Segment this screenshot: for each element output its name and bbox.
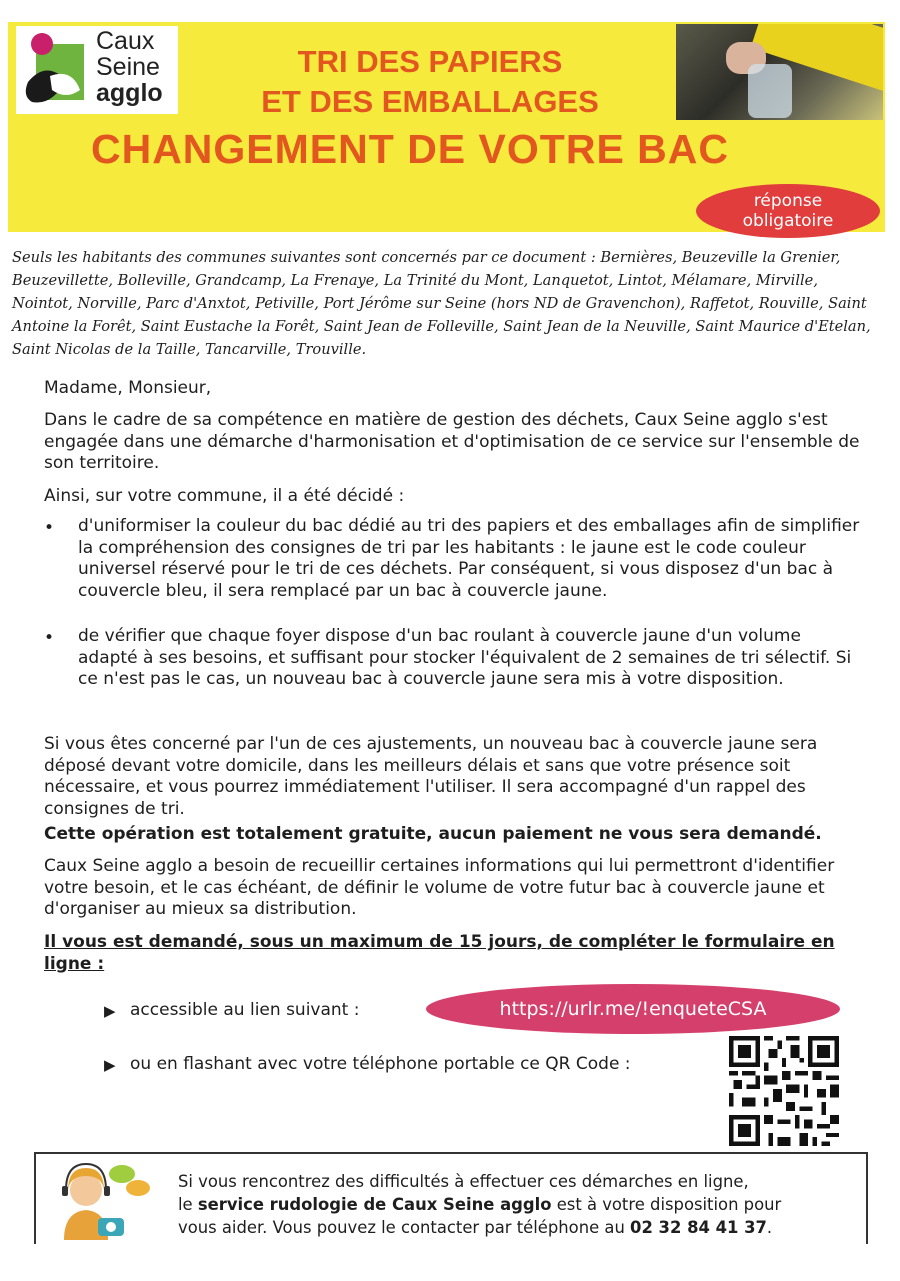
adjustment-paragraph: Si vous êtes concerné par l'un de ces ajustements, un nouveau bac à couvercle jaune sera déposé devant votre domicile, dans les meilleurs délais et sans que votre présence soit nécessaire, et vous pourrez immédiatement l'utiliser. Il sera accompagné d'un rappel des consignes de tri.	[44, 734, 818, 819]
bullet-item-2: de vérifier que chaque foyer dispose d'un bac roulant à couvercle jaune d'un volume adapté à ses besoins, et suffisant pour stocker l'équivalent de 2 semaines de tri sélectif. Si ce n'est pas le cas, un nouveau bac à couvercle jaune sera mis à votre disposition.	[78, 626, 852, 689]
customer-service-icon	[58, 1160, 154, 1240]
title-line1: TRI DES PAPIERS	[297, 44, 563, 79]
free-operation-notice: Cette opération est totalement gratuite, aucun paiement ne vous sera demandé.	[44, 824, 822, 844]
qr-label: ou en flashant avec votre téléphone portable ce QR Code :	[130, 1054, 631, 1074]
title-line2: ET DES EMBALLAGES	[261, 84, 599, 119]
page-title: CHANGEMENT DE VOTRE BAC	[90, 126, 730, 172]
bullet-dot: •	[44, 518, 55, 538]
intro-paragraph: Dans le cadre de sa compétence en matière de gestion des déchets, Caux Seine agglo s'est engagée dans une démarche d'harmonisation et d'optimisation de ce service sur l'ensemble de son territoire.	[44, 410, 860, 473]
qr-code-icon[interactable]	[729, 1036, 839, 1146]
logo-line3: agglo	[96, 79, 163, 107]
survey-link[interactable]: https://urlr.me/!enqueteCSA	[426, 984, 840, 1034]
help-line1: Si vous rencontrez des difficultés à effectuer ces démarches en ligne,	[178, 1172, 749, 1191]
help-line2-prefix: le	[178, 1195, 198, 1214]
logo-line2: Seine	[96, 53, 160, 81]
greeting: Madame, Monsieur,	[44, 378, 212, 398]
rudology-service-name: service rudologie de Caux Seine agglo	[197, 1195, 552, 1214]
link-label: accessible au lien suivant :	[130, 1000, 360, 1020]
logo-text	[96, 28, 178, 106]
header-subtitle	[190, 42, 670, 122]
logo-line1: Caux	[96, 27, 155, 55]
help-line2	[178, 1193, 838, 1216]
logo-mark-icon	[22, 30, 88, 110]
communes-list: Seuls les habitants des communes suivantes sont concernés par ce document : Bernières, Beuzeville la Grenier, Beuzevillette, Bolleville, Grandcamp, La Frenaye, La Trinité du Mont, Lanquetot, Lintot, Mélamare, Mirville, Nointot, Norville, Parc d'Anxtot, Petiville, Port Jérôme sur Seine (hors ND de Gravenchon), Raffetot, Rouville, Saint Antoine la Forêt, Saint Eustache la Forêt, Saint Jean de Folleville, Saint Jean de la Neuville, Saint Maurice d'Etelan, Saint Nicolas de la Taille, Tancarville, Trouville.	[12, 249, 871, 358]
caux-seine-agglo-logo	[16, 26, 178, 114]
help-line3	[178, 1216, 838, 1239]
mandatory-response-badge	[696, 184, 880, 238]
arrow-right-icon: ▶	[104, 1056, 116, 1074]
information-paragraph: Caux Seine agglo a besoin de recueillir certaines informations qui lui permettront d'identifier votre besoin, et le cas échéant, de définir le volume de votre futur bac à couvercle jaune et d'organiser au mieux sa distribution.	[44, 856, 835, 919]
bullet-dot: •	[44, 628, 55, 648]
help-line3-prefix: vous aider. Vous pouvez le contacter par téléphone au	[178, 1218, 631, 1237]
help-line3-suffix: .	[766, 1218, 773, 1237]
badge-line2: obligatoire	[742, 211, 834, 231]
badge-line1: réponse	[753, 191, 823, 211]
arrow-right-icon: ▶	[104, 1002, 116, 1020]
bin-photo	[676, 24, 883, 120]
form-request: Il vous est demandé, sous un maximum de 15 jours, de compléter le formulaire en ligne :	[44, 932, 835, 974]
bottle-shape	[748, 64, 792, 118]
phone-number[interactable]: 02 32 84 41 37	[630, 1218, 767, 1237]
bullet-item-1: d'uniformiser la couleur du bac dédié au tri des papiers et des emballages afin de simplifier la compréhension des consignes de tri par les habitants : le jaune est le code couleur universel réservé pour le tri de ces déchets. Par conséquent, si vous disposez d'un bac à couvercle bleu, il sera remplacé par un bac à couvercle jaune.	[78, 516, 860, 601]
help-text	[178, 1170, 838, 1239]
help-line2-suffix: est à votre disposition pour	[551, 1195, 782, 1214]
decision-paragraph: Ainsi, sur votre commune, il a été décidé :	[44, 486, 405, 506]
